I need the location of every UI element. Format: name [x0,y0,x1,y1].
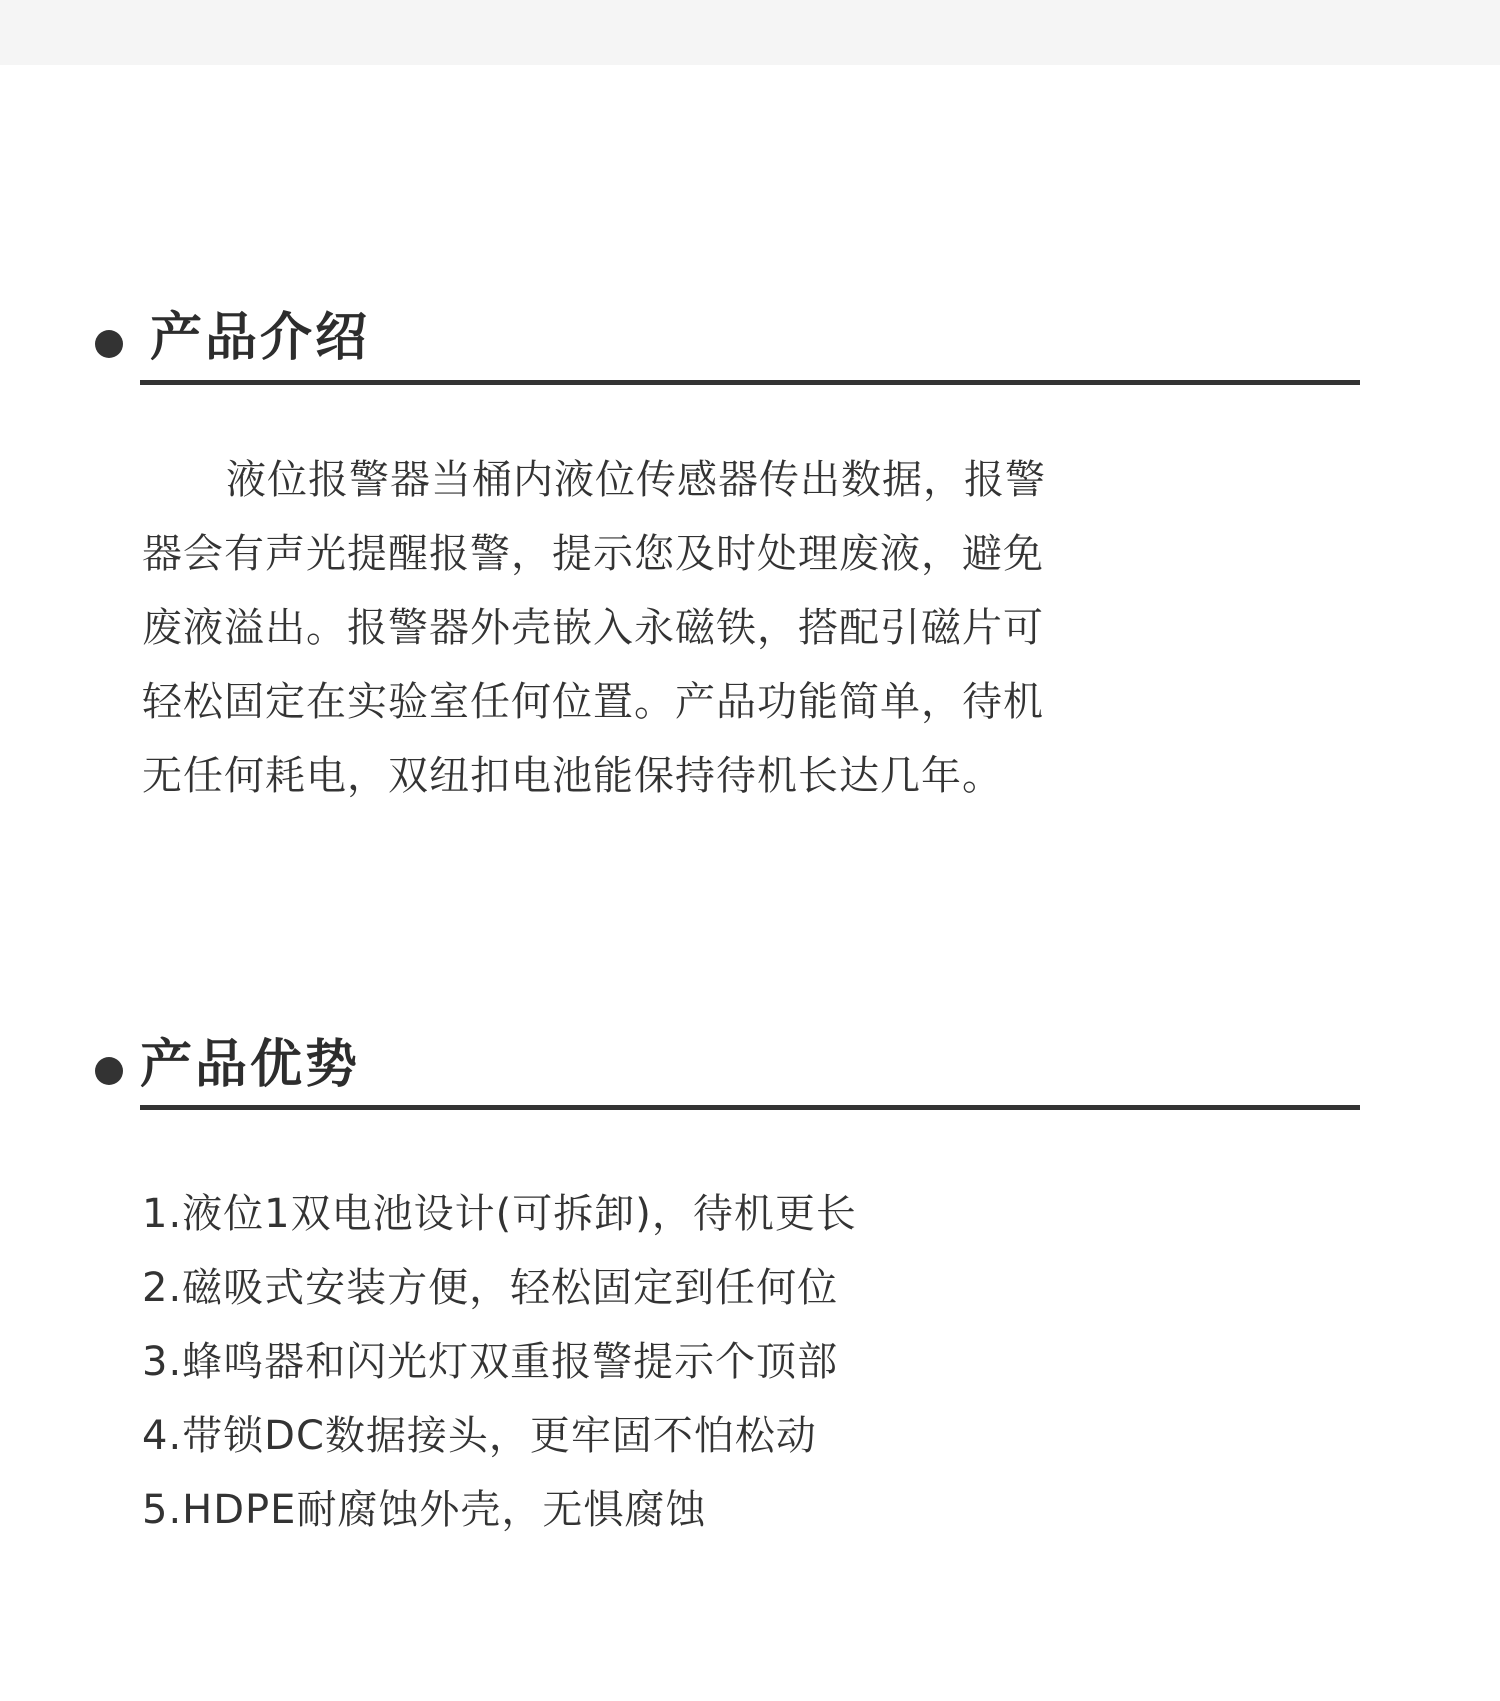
list-item: 3.蜂鸣器和闪光灯双重报警提示个顶部 [142,1339,839,1385]
section-divider [140,1105,1360,1110]
list-item: 4.带锁DC数据接头，更牢固不怕松动 [142,1413,817,1459]
list-item: 5.HDPE耐腐蚀外壳，无惧腐蚀 [142,1487,707,1533]
intro-paragraph: 液位报警器当桶内液位传感器传出数据，报警器会有声光提醒报警，提示您及时处理废液，避免废液溢出。报警器外壳嵌入永磁铁，搭配引磁片可轻松固定在实验室任何位置。产品功能简单，待机无任何耗电，双纽扣电池能保持待机长达几年。 [142,457,1046,799]
section-title-intro: 产品介绍 [150,308,371,368]
section-heading-advantages [95,1025,1360,1115]
section-title-advantages: 产品优势 [140,1035,361,1095]
bullet-dot-icon [95,330,123,358]
list-item: 1.液位1双电池设计(可拆卸)，待机更长 [142,1191,857,1237]
list-item: 2.磁吸式安装方便，轻松固定到任何位 [142,1265,839,1311]
bullet-dot-icon [95,1057,123,1085]
top-band [0,0,1500,65]
advantage-list [142,1177,1142,1547]
section-divider [140,380,1360,385]
section-heading-intro [95,300,1360,390]
